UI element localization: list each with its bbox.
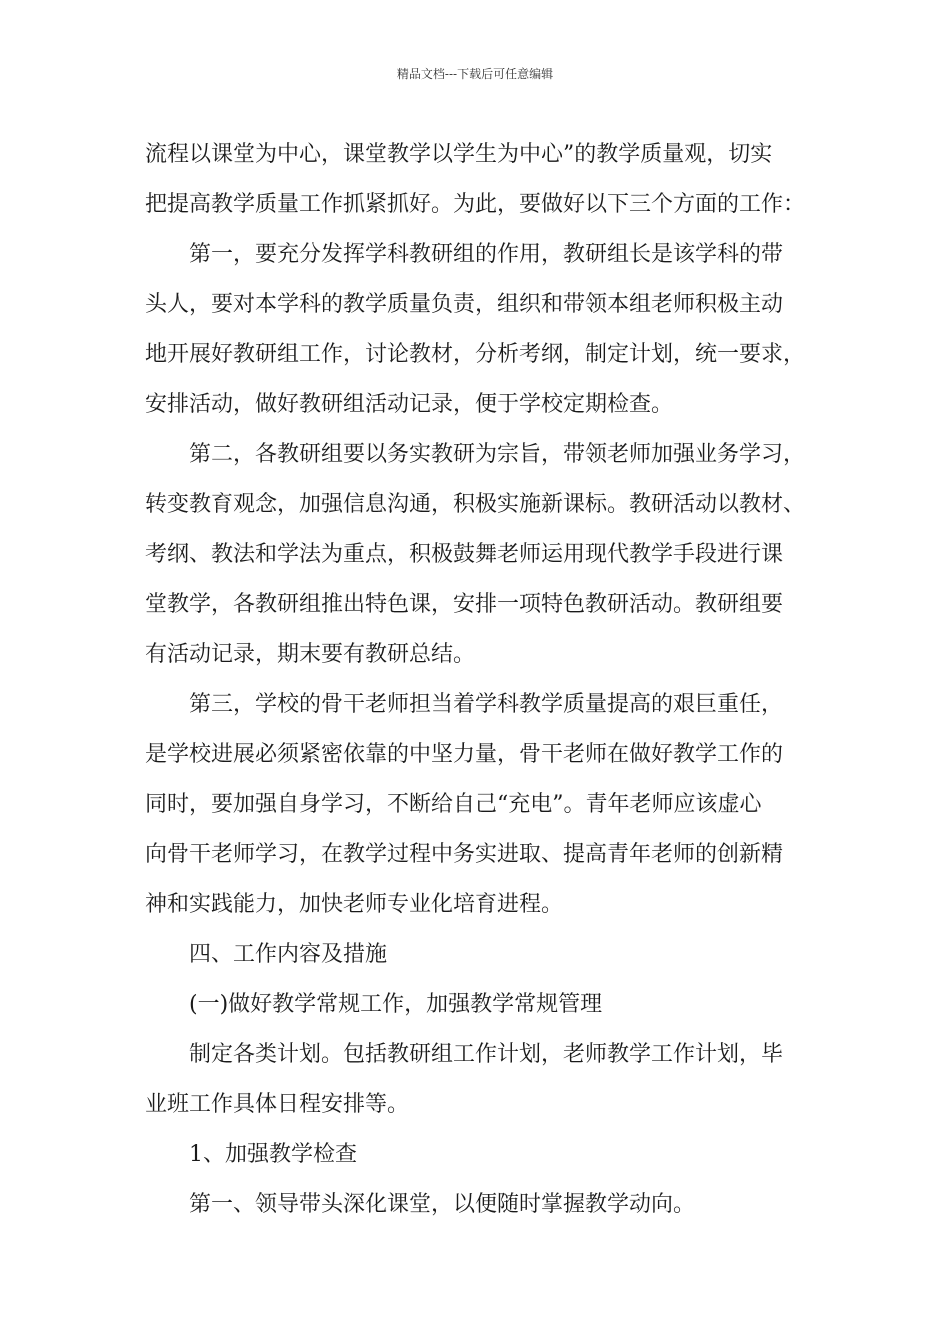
- text-line: 向骨干老师学习，在教学过程中务实进取、提高青年老师的创新精: [145, 842, 784, 867]
- text-line: 同时，要加强自身学习，不断给自己“充电”。青年老师应该虚心: [145, 792, 762, 817]
- text-line: 头人，要对本学科的教学质量负责，组织和带领本组老师积极主动: [145, 292, 784, 317]
- text-line: 堂教学，各教研组推出特色课，安排一项特色教研活动。教研组要: [145, 592, 784, 617]
- text-line: 制定各类计划。包括教研组工作计划，老师教学工作计划，毕: [189, 1042, 784, 1067]
- text-line: (一)做好教学常规工作，加强教学常规管理: [189, 992, 603, 1017]
- text-line: 地开展好教研组工作，讨论教材，分析考纲，制定计划，统一要求，: [145, 342, 806, 367]
- text-line: 考纲、教法和学法为重点，积极鼓舞老师运用现代教学手段进行课: [145, 542, 784, 567]
- text-line: 第二，各教研组要以务实教研为宗旨，带领老师加强业务学习，: [189, 442, 806, 467]
- document-body: [145, 130, 835, 1230]
- page-header: 精品文档---下载后可任意编辑: [396, 67, 554, 81]
- text-line: 转变教育观念，加强信息沟通，积极实施新课标。教研活动以教材、: [145, 492, 806, 517]
- text-line: 业班工作具体日程安排等。: [145, 1092, 410, 1117]
- text-line: 第一、领导带头深化课堂，以便随时掌握教学动向。: [189, 1192, 696, 1217]
- text-line: 第三，学校的骨干老师担当着学科教学质量提高的艰巨重任，: [189, 692, 784, 717]
- text-line: 是学校进展必须紧密依靠的中坚力量，骨干老师在做好教学工作的: [145, 742, 784, 767]
- text-line: 流程以课堂为中心，课堂教学以学生为中心”的教学质量观，切实: [145, 142, 773, 167]
- text-line: 神和实践能力，加快老师专业化培育进程。: [145, 892, 564, 917]
- text-line: 1、加强教学检查: [189, 1142, 357, 1167]
- text-line: 把提高教学质量工作抓紧抓好。为此，要做好以下三个方面的工作：: [145, 192, 806, 217]
- text-line: 第一，要充分发挥学科教研组的作用，教研组长是该学科的带: [189, 242, 784, 267]
- text-line: 安排活动，做好教研组活动记录，便于学校定期检查。: [145, 392, 674, 417]
- text-line: 四、工作内容及措施: [189, 942, 388, 967]
- text-line: 有活动记录，期末要有教研总结。: [145, 642, 476, 667]
